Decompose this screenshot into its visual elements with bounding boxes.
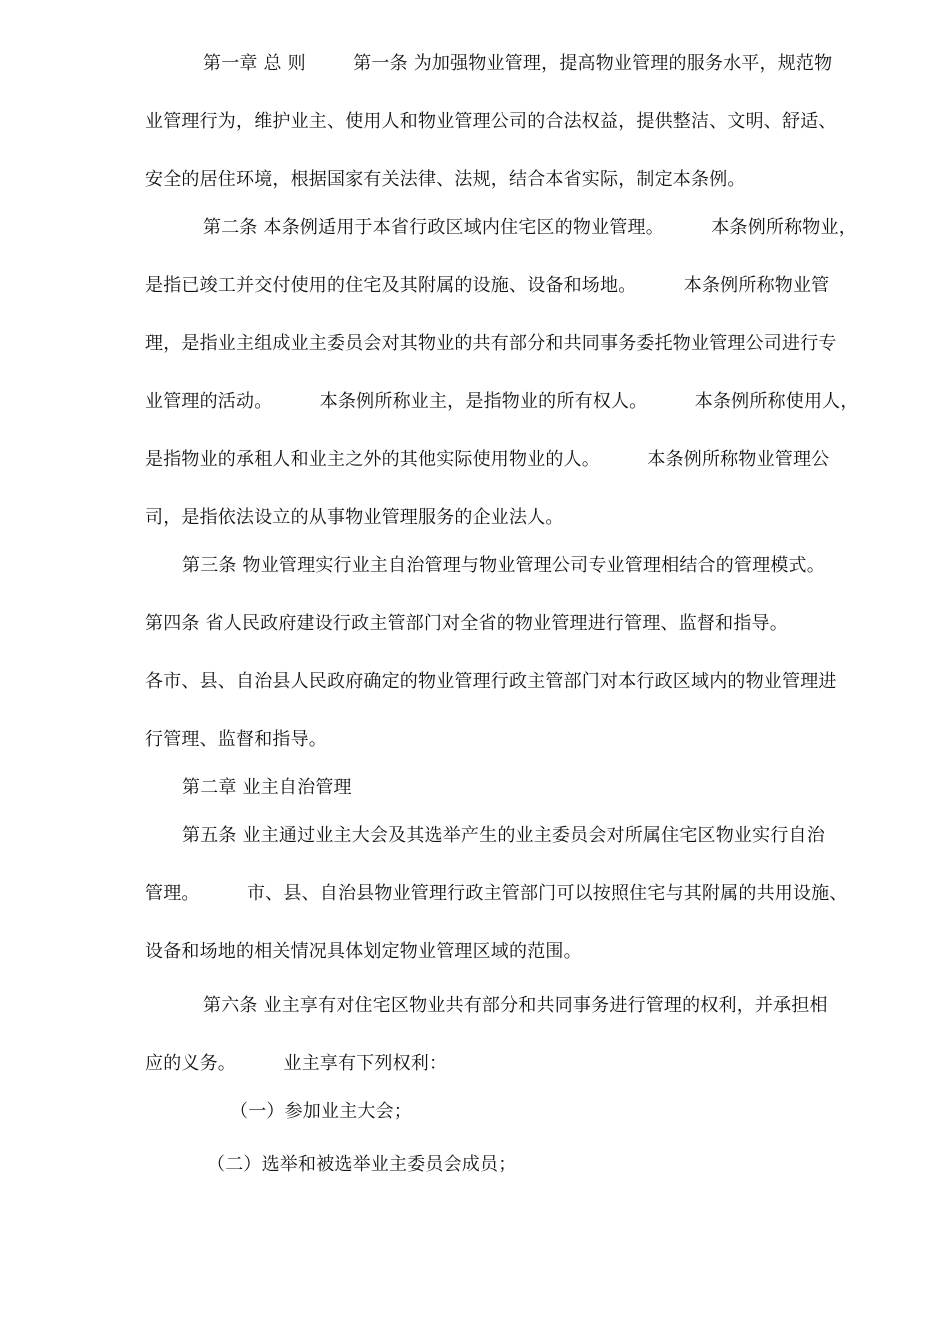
text-line-7: 业管理的活动。 本条例所称业主，是指物业的所有权人。 本条例所称使用人， [145, 391, 859, 412]
text-line-8: 是指物业的承租人和业主之外的其他实际使用物业的人。 本条例所称物业管理公 [145, 449, 830, 470]
text-line-6: 理，是指业主组成业主委员会对其物业的共有部分和共同事务委托物业管理公司进行专 [145, 333, 837, 354]
text-line-1: 第一章 总 则 第一条 为加强物业管理，提高物业管理的服务水平，规范物 [203, 53, 833, 74]
chapter-heading: 第二章 业主自治管理 [182, 777, 352, 798]
list-item-2: （二）选举和被选举业主委员会成员； [207, 1154, 517, 1175]
text-line-15: 第五条 业主通过业主大会及其选举产生的业主委员会对所属住宅区物业实行自治 [182, 825, 825, 846]
text-line-10: 第三条 物业管理实行业主自治管理与物业管理公司专业管理相结合的管理模式。 [182, 555, 825, 576]
text-line-13: 行管理、监督和指导。 [145, 729, 327, 750]
text-line-19: 应的义务。 业主享有下列权利： [145, 1053, 448, 1074]
text-line-16: 管理。 市、县、自治县物业管理行政主管部门可以按照住宅与其附属的共用设施、 [145, 883, 848, 904]
text-line-17: 设备和场地的相关情况具体划定物业管理区域的范围。 [145, 941, 582, 962]
text-line-12: 各市、县、自治县人民政府确定的物业管理行政主管部门对本行政区域内的物业管理进 [145, 671, 837, 692]
list-item-1: （一）参加业主大会； [230, 1101, 412, 1122]
text-line-2: 业管理行为，维护业主、使用人和物业管理公司的合法权益，提供整洁、文明、舒适、 [145, 111, 837, 132]
text-line-11: 第四条 省人民政府建设行政主管部门对全省的物业管理进行管理、监督和指导。 [145, 613, 788, 634]
text-line-18: 第六条 业主享有对住宅区物业共有部分和共同事务进行管理的权利，并承担相 [203, 995, 828, 1016]
text-line-4: 第二条 本条例适用于本省行政区域内住宅区的物业管理。 本条例所称物业， [203, 217, 857, 238]
text-line-5: 是指已竣工并交付使用的住宅及其附属的设施、设备和场地。 本条例所称物业管 [145, 275, 830, 296]
text-line-3: 安全的居住环境，根据国家有关法律、法规，结合本省实际，制定本条例。 [145, 169, 746, 190]
text-line-9: 司，是指依法设立的从事物业管理服务的企业法人。 [145, 507, 564, 528]
